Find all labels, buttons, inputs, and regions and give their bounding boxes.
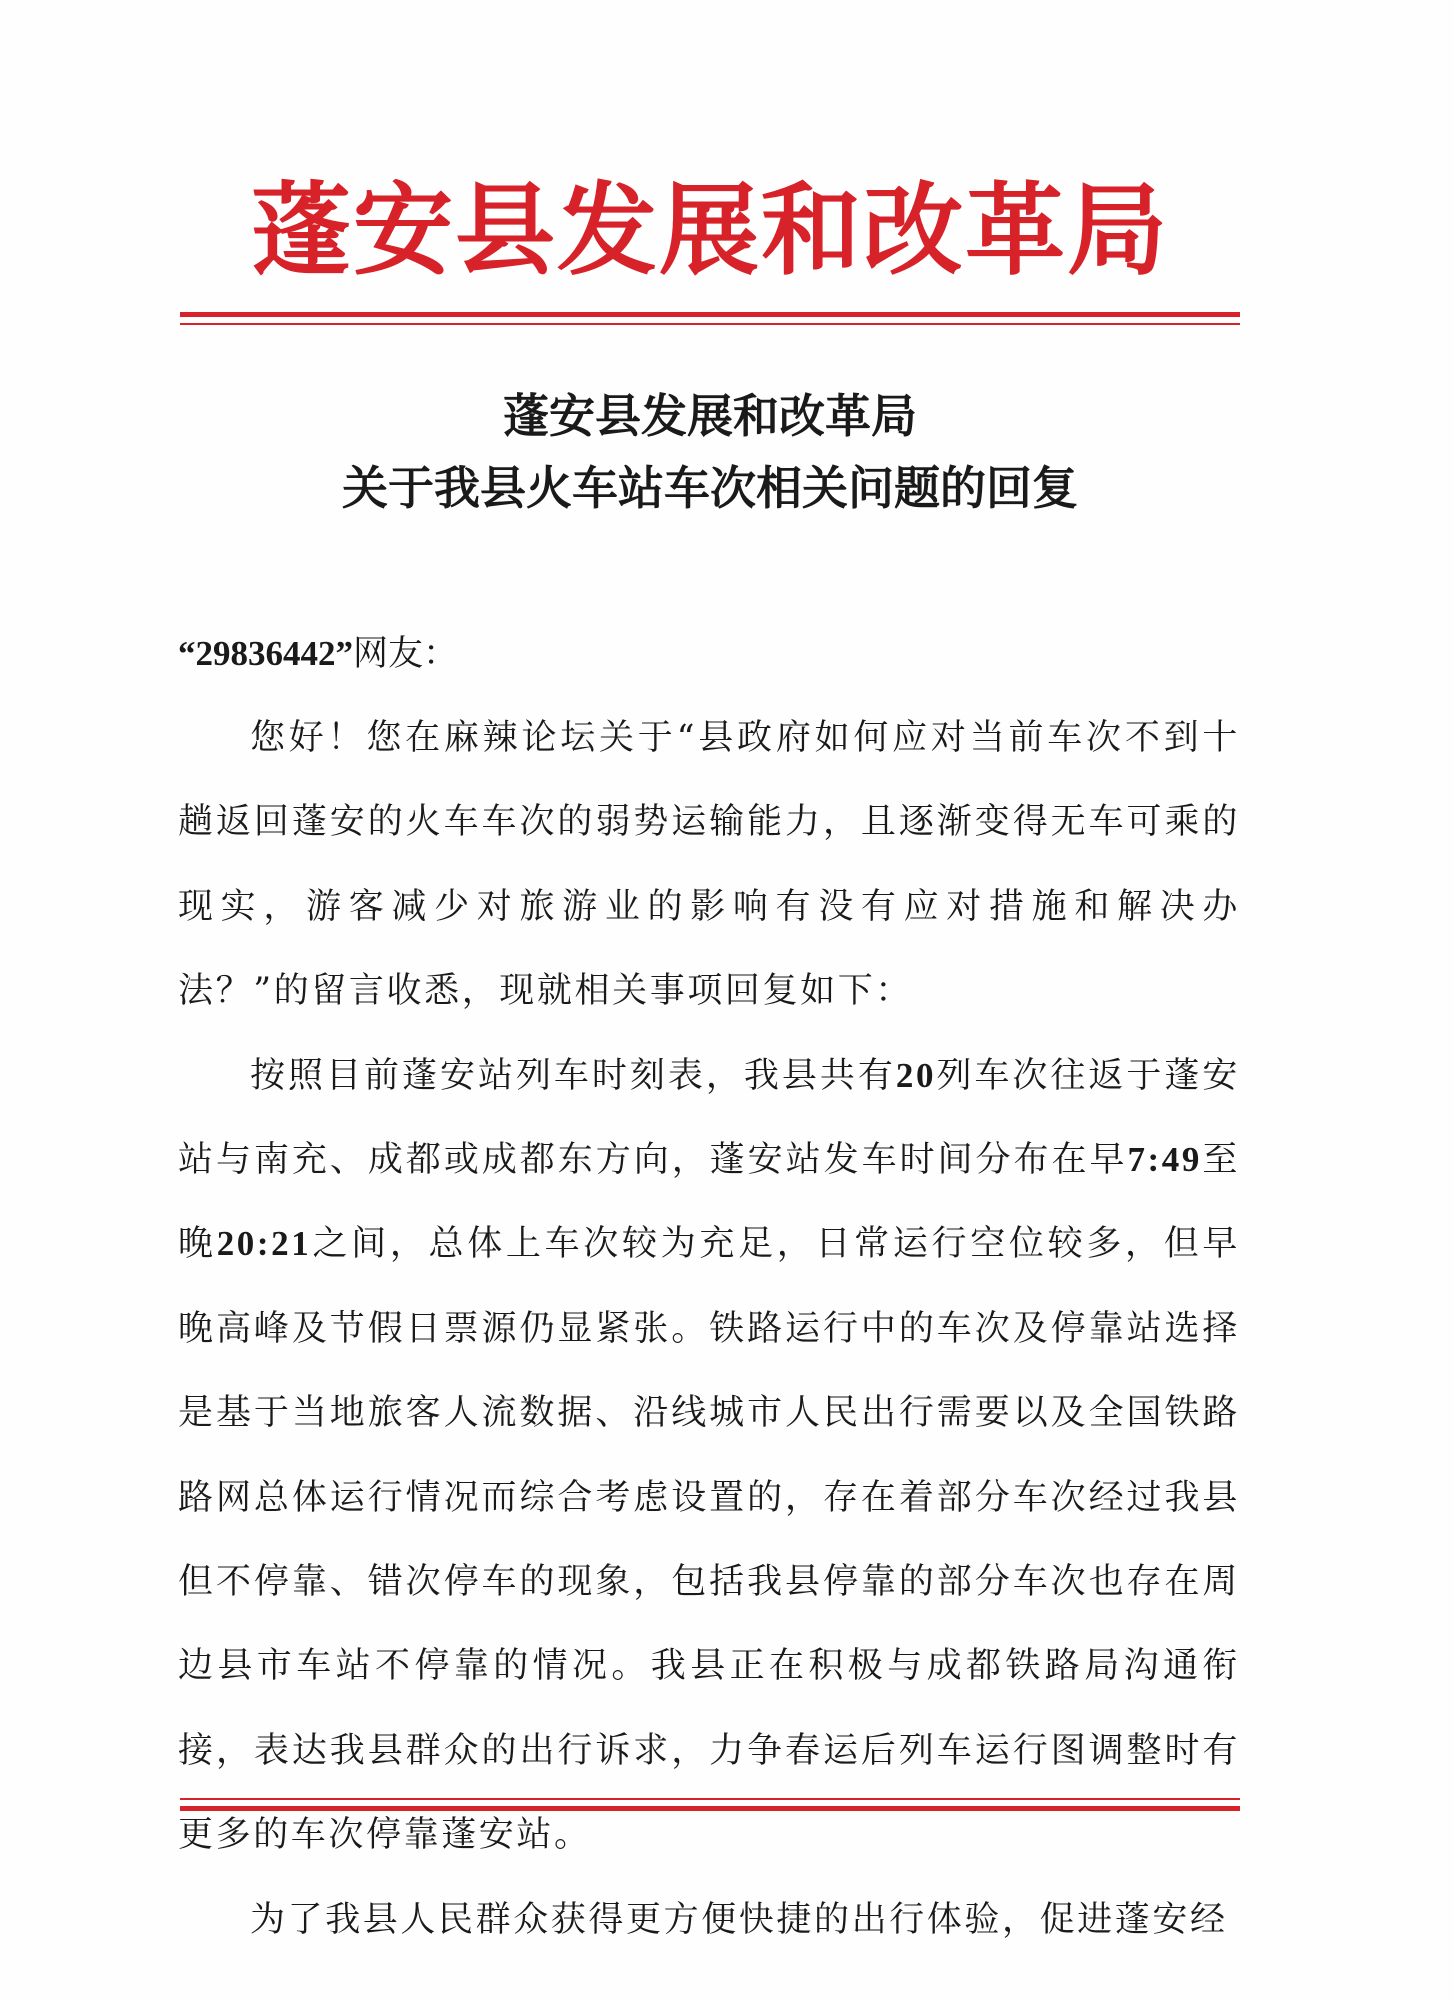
departure-time-start: 7:49 [1127, 1140, 1202, 1180]
paragraph-2 [178, 1034, 1240, 1878]
footer-red-rule-thin [180, 1798, 1240, 1800]
train-count: 20 [895, 1055, 937, 1095]
footer-red-rule-thick [180, 1806, 1240, 1811]
paragraph-3: 为了我县人民群众获得更方便快捷的出行体验，促进蓬安经 [250, 1899, 1228, 1940]
departure-time-end: 20:21 [216, 1224, 312, 1264]
document-title-line2: 关于我县火车站车次相关问题的回复 [342, 461, 1078, 515]
paragraph-1: 您好！您在麻辣论坛关于“县政府如何应对当前车次不到十趟返回蓬安的火车车次的弱势运输能力，且逐渐变得无车可乘的现实，游客减少对旅游业的影响有没有应对措施和解决办法？”的留言收悉，现就相关事项回复如下： [178, 718, 1240, 1012]
letterhead-red-rule-thick [180, 312, 1240, 317]
paragraph-2-part2: 列车次往返于蓬安站与南充、成都或成都东方向，蓬安站发车时间分布在早 [178, 1055, 1240, 1181]
salutation [178, 612, 1240, 696]
document-body [178, 612, 1240, 1962]
document-title-line1: 蓬安县发展和改革局 [503, 389, 917, 443]
letterhead-org-name: 蓬安县发展和改革局 [251, 171, 1169, 289]
paragraph-2-part3: 至晚 [178, 1140, 1240, 1265]
letterhead-red-rule-thin [180, 323, 1240, 325]
paragraph-2-part1: 按照目前蓬安站列车时刻表，我县共有 [250, 1055, 896, 1096]
salutation-user-id: “29836442” [178, 634, 353, 673]
salutation-suffix: 网友： [353, 634, 459, 674]
paragraph-2-part4: 之间，总体上车次较为充足，日常运行空位较多，但早晚高峰及节假日票源仍显紧张。铁路运行中的车次及停靠站选择是基于当地旅客人流数据、沿线城市人民出行需要以及全国铁路路网总体运行情况而综合考虑设置的，存在着部分车次经过我县但不停靠、错次停车的现象，包括我县停靠的部分车次也存在周边县市车站不停靠的情况。我县正在积极与成都铁路局沟通衔接，表达我县群众的出行诉求，力争春运后列车运行图调整时有更多的车次停靠蓬安站。 [178, 1224, 1240, 1856]
